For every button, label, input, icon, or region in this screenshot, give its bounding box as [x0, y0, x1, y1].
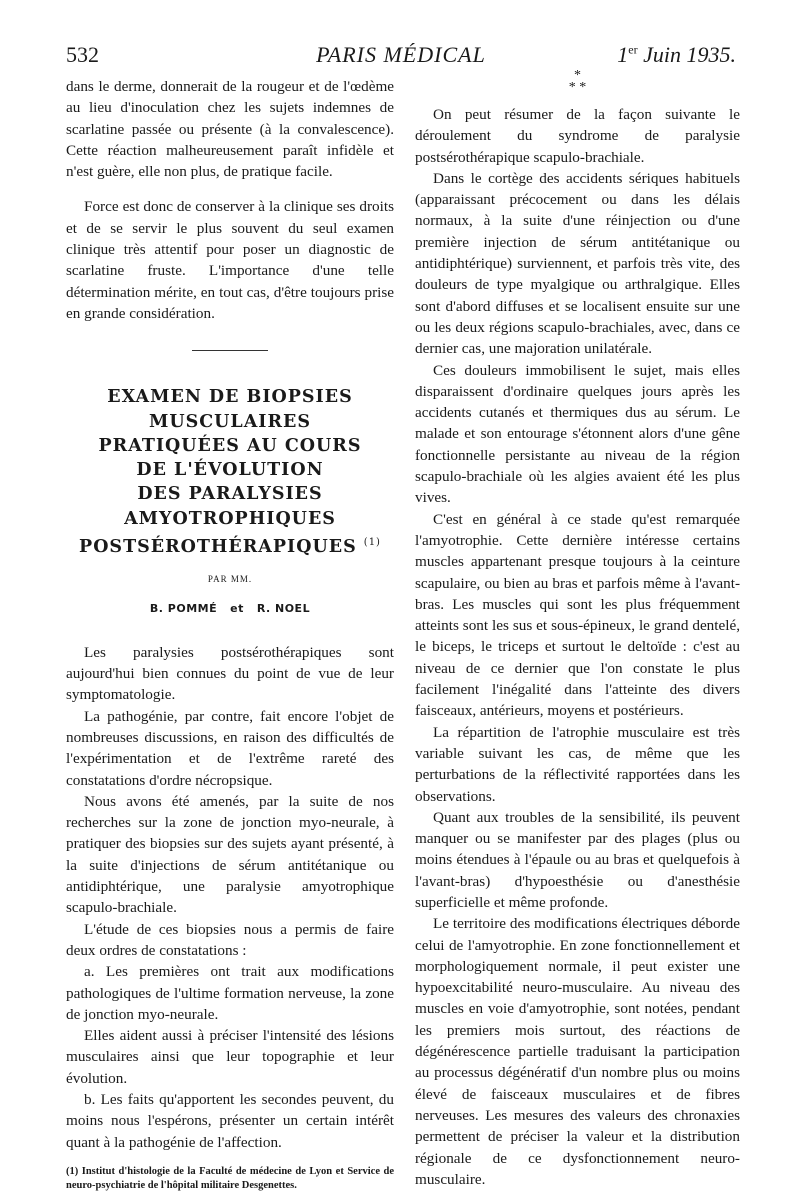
footnote: (1) Institut d'histologie de la Faculté de médecine de Lyon et Service de neuro-psychiatrie de l'hôpital militaire Desgenettes. — [66, 1165, 394, 1191]
paragraph: Elles aident aussi à préciser l'intensité des lésions musculaires ainsi que leur topographie et leur évolution. — [66, 1027, 394, 1087]
section-divider — [192, 350, 268, 351]
paragraph: On peut résumer de la façon suivante le déroulement du syndrome de paralysie postsérothérapique scapulo-brachiale. — [415, 106, 740, 166]
left-column — [66, 76, 394, 1193]
paragraph: Les paralysies postsérothérapiques sont aujourd'hui bien connues du point de vue de leur symptomatologie. — [66, 643, 394, 704]
paragraph: Nous avons été amenés, par la suite de nos recherches sur la zone de jonction myo-neurale, à pratiquer des biopsies sur des sujets ayant présenté, à la suite d'injections de sérum antitétanique ou antidiphtérique, une paralysie amyotrophique scapulo-brachiale. — [66, 792, 394, 917]
paragraph: b. Les faits qu'apportent les secondes peuvent, du moins nous l'espérons, présenter un certain intérêt quant à la pathogénie de l'affection. — [66, 1091, 394, 1151]
paragraph: L'étude de ces biopsies nous a permis de faire deux ordres de constatations : — [66, 920, 394, 959]
issue-date: 1er Juin 1935. — [617, 42, 736, 67]
page-header — [66, 42, 736, 72]
paragraph: La répartition de l'atrophie musculaire est très variable suivant les cas, de même que les perturbations de la réflectivité rapportées dans les observations. — [415, 723, 740, 805]
paragraph: C'est en général à ce stade qu'est remarquée l'amyotrophie. Cette dernière intéresse certains muscles appartenant presque toujours à la ceinture scapulaire, ou bien au bras et parfois même à l'avant-bras. Les muscles qui sont les plus fréquemment atteints sont les sus et sous-épineux, le grand dentelé, le biceps, le triceps et surtout le deltoïde : c'est au niveau de ce dernier que l'on constate le plus facilement l'inégalité dans l'atteinte des divers faisceaux, antérieurs, moyens et postérieurs. — [415, 510, 740, 720]
paragraph: a. Les premières ont trait aux modifications pathologiques de l'ultime formation nerveuse, la zone de jonction myo-neurale. — [66, 963, 394, 1023]
article-title: EXAMEN DE BIOPSIES MUSCULAIRES PRATIQUÉES AU COURS DE L'ÉVOLUTION DES PARALYSIES AMYOTROPHIQUES POSTSÉROTHÉRAPIQUES $^{(1)}$ — [79, 387, 381, 557]
paragraph: Quant aux troubles de la sensibilité, ils peuvent manquer ou se manifester par des plages (plus ou moins étendues à l'épaule ou au bras et quelquefois à l'avant-bras) d'hypoesthésie ou d'anesthésie superficielle et même profonde. — [415, 808, 740, 911]
right-column — [415, 68, 740, 1190]
paragraph: Dans le cortège des accidents sériques habituels (apparaissant précocement ou dans les délais normaux, à la suite d'une réinjection ou d'une première injection de sérum antitétanique ou antidiphtérique) surviennent, et parfois très vite, des douleurs de type myalgique ou arthralgique. Elles sont d'abord diffuses et se localisent ensuite sur une ou les deux régions scapulo-brachiales, avec, dans ce dernier cas, une majoration unilatérale. — [415, 169, 740, 358]
paragraph: La pathogénie, par contre, fait encore l'objet de nombreuses discussions, en raison des difficultés de l'expérimentation et de l'extrême rareté des constatations d'ordre nécropsique. — [66, 707, 394, 789]
paragraph: dans le derme, donnerait de la rougeur et de l'œdème au lieu d'inoculation chez les sujets indemnes de scarlatine passée ou présente (à la convalescence). Cette réaction malheureusement paraît infidèle et n'est guère, elle non plus, de pratique facile. — [66, 78, 394, 181]
journal-title: PARIS MÉDICAL — [316, 42, 486, 67]
byline-label: PAR MM. — [207, 574, 253, 585]
paragraph: Ces douleurs immobilisent le sujet, mais elles disparaissent d'ordinaire quelques jours après les accidents cutanés et thermiques dus au sérum. Le malade et son entourage s'étonnent alors d'une gêne fonctionnelle persistante au niveau de la région scapulo-brachiale où les algies avaient été les plus vives. — [415, 361, 740, 507]
authors: B. POMMÉ et R. NOEL — [149, 602, 311, 616]
paragraph: Force est donc de conserver à la clinique ses droits et de se servir le plus souvent du seul examen clinique très attentif pour poser un diagnostic de scarlatine fruste. L'importance d'une telle détermination mérite, en tout cas, d'être toujours prise en grande considération. — [66, 198, 394, 322]
page-number: 532 — [66, 42, 99, 67]
footnote-ref: (1) — [363, 537, 381, 549]
paragraph: Le territoire des modifications électriques déborde celui de l'amyotrophie. En zone fonctionnellement et morphologiquement normale, il peut exister une hypoexcitabilité neuro-musculaire. Au niveau des muscles en voie d'amyotrophie, sont notées, pendant les premiers mois surtout, des réactions de dégénérescence partielle traduisant la participation au processus dégénératif d'un nombre plus ou moins élevé de faisceaux musculaires et de fibres nerveuses. Les mesures des valeurs des chronaxies permettent de préciser la valeur et la distribution régionale de ce dysfonctionnement neuro-musculaire. — [415, 915, 740, 1188]
asterism: * * * — [568, 68, 587, 95]
